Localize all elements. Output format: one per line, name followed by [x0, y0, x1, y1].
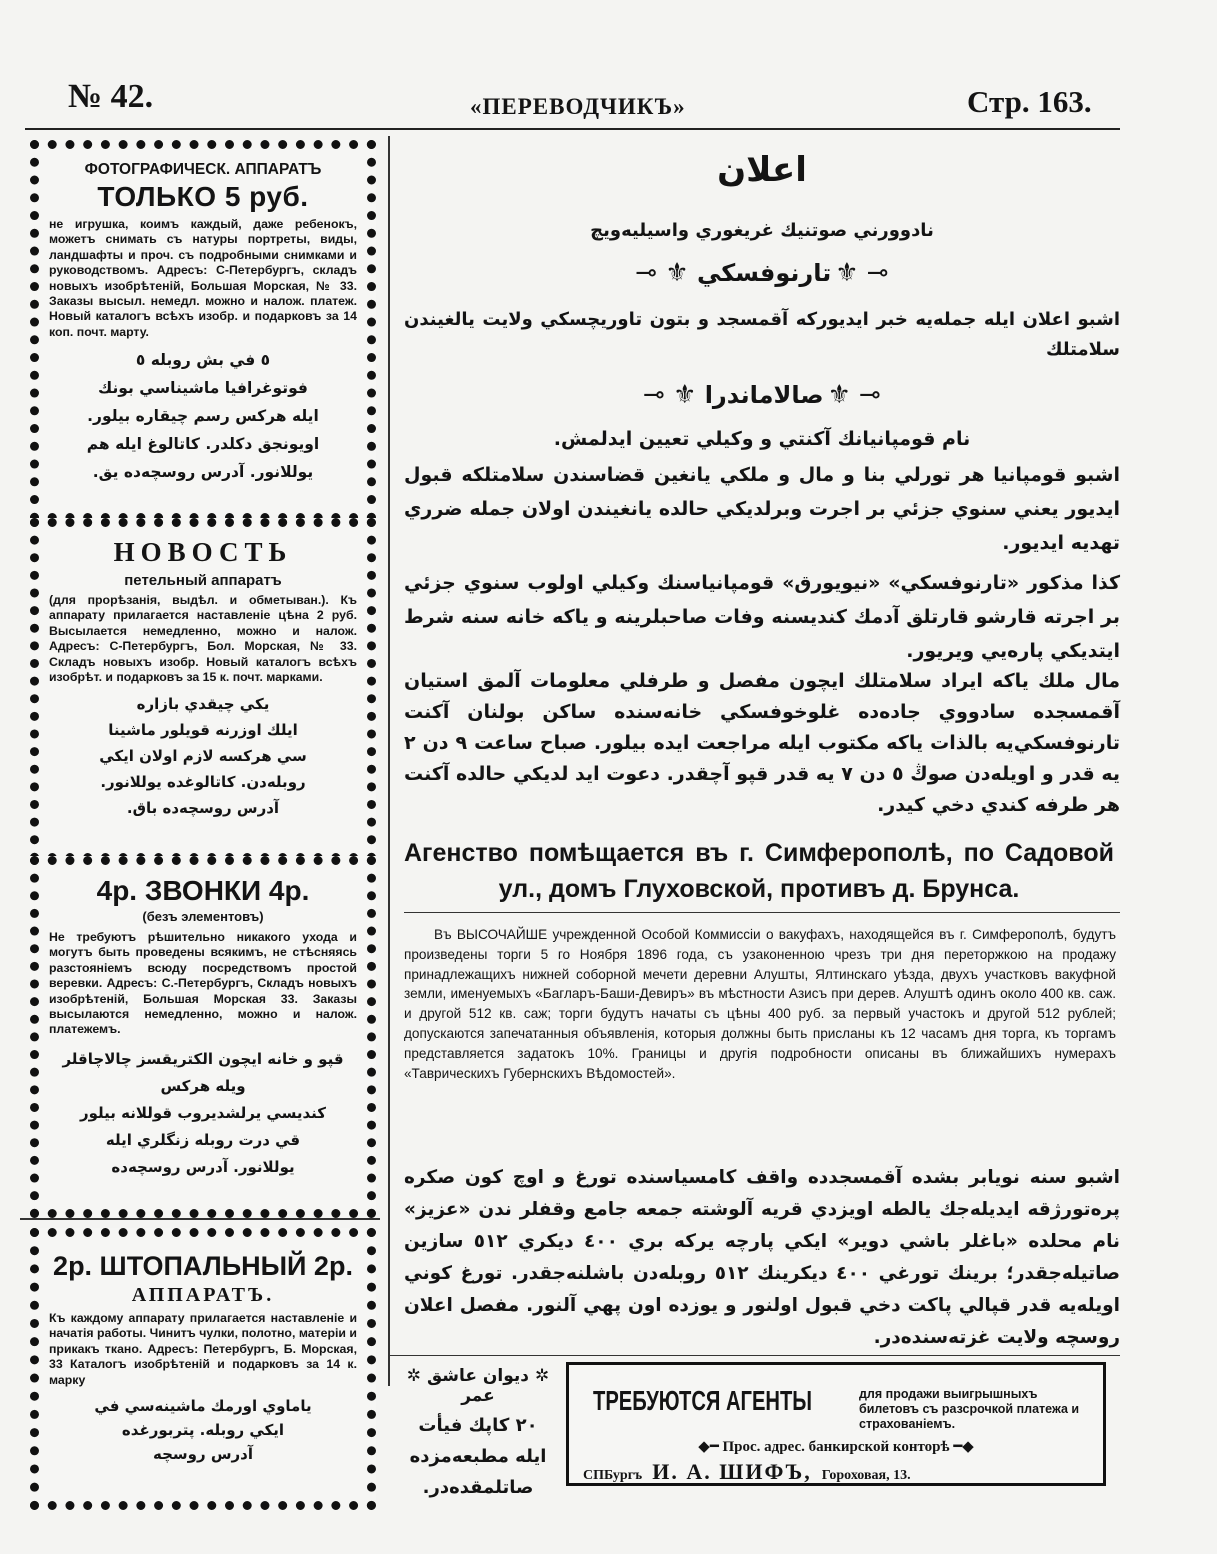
bells-ad-body: Не требуютъ рѣшительно никакого ухода и могутъ быть проведены всякимъ, не стѣсняясь разстояніемъ всюду посредствомъ простой веревки. Адресъ: С.-Петербургъ, Складъ новыхъ изобрѣтеній, Большая Морская 33. Заказы высылаются немедленно, можно и налож. платежемъ.: [49, 930, 357, 1037]
novelty-ad-body: (для прорѣзанія, выдѣл. и обметыван.). Къ аппарату прилагается наставленіе цѣна 2 руб. Высылается немедленно, можно и налож. Адресъ: С-Петербургъ, Бол. Морская, № 33. Складъ новыхъ изобр. Новый каталогъ всѣхъ изобрѣт. и подарковъ за 15 к. почт. марками.: [49, 593, 357, 685]
darning-ad-body: Къ каждому аппарату прилагается наставленіе и начатія работы. Чинитъ чулки, полотно, матеріи и прикакъ ткано. Адресъ: Петербургъ, Б. Морская, 33 Каталогъ изобрѣтеній и подарковъ за 14 к. марку: [49, 1311, 357, 1387]
bells-ad: [30, 856, 376, 1218]
bells-ad-subtitle: (безъ элементовъ): [142, 909, 264, 924]
notice-line-1: نادوورني صوتنيك غريغوري واسيليه‌ويچ: [590, 220, 934, 241]
section-rule: [390, 1355, 1120, 1356]
agent-name: تارنوفسكي: [696, 259, 832, 287]
camera-ad-heading: ФОТОГРАФИЧЕСК. АППАРАТЪ: [84, 161, 322, 178]
darning-ad: [30, 1228, 376, 1510]
divan-ad: [398, 1366, 558, 1503]
camera-ad: [30, 140, 376, 522]
ornament-icon: ⚜ ⊸: [827, 380, 881, 410]
column-rule: [20, 1218, 380, 1220]
notice-para-2: كذا مذكور «تارنوفسكي» «نيويورق» قومپانياسنك وكيلي اولوب سنوي جزئي بر اجرته قارشو قارتلق آدمك كنديسنه وفات صاحبلرينه و ياكه خانه سنه شرط ايتديكي پاره‌يي ويريور.: [404, 572, 1120, 662]
divan-author: عمر: [461, 1386, 495, 1406]
divan-body: ٢٠ كاپك فيأت ايله مطبعه‌مزده صاتلمقده‌در.: [409, 1415, 547, 1498]
agents-address-line: Прос. адрес. банкирской конторѣ: [722, 1439, 950, 1455]
notice-line-3: نام قومپانيانك آكنتي و وكيلي تعيين ايدلمش.: [553, 428, 971, 450]
ornament-icon: ⊸ ⚜: [635, 258, 697, 288]
agents-wanted-ad: [566, 1362, 1106, 1486]
divan-title: ديوان عاشق: [426, 1366, 530, 1386]
issue-number: № 42.: [68, 78, 154, 115]
diamond-icon: ◆━: [698, 1439, 723, 1455]
company-name: صالاماندرا: [704, 381, 824, 409]
name-banner-2: [404, 380, 1120, 410]
novelty-ad-arabic: يكي چيقدي بازاره ايلك اوزرنه قويلور ماشينا سي هركسه لازم اولان ايكي روبله‌دن. كاتالوغده يوللانور. آدرس روسچه‌ده باق.: [99, 695, 307, 818]
ornament-icon: ⚜ ⊸: [835, 258, 889, 288]
star-icon: ✲: [406, 1366, 427, 1386]
darning-ad-subtitle: АППАРАТЪ.: [131, 1284, 275, 1306]
page-number: Стр. 163.: [967, 84, 1092, 119]
novelty-ad-heading: НОВОСТЬ: [113, 537, 293, 567]
agency-address: Агенство помѣщается въ г. Симферополѣ, по Садовой ул., домъ Глуховской, противъ д. Брунса.: [404, 839, 1114, 903]
commission-notice: Въ ВЫСОЧАЙШЕ учрежденной Особой Коммиссіи о вакуфахъ, находящейся въ г. Симферополѣ, будутъ произведены торги 5 го Ноября 1896 года, съ узаконенною чрезъ три дня переторжкою на продажу принадлежащихъ нижней соборной мечети деревни Алушты, Ялтинскаго уѣзда, двухъ участковъ вакуфной земли, именуемыхъ «Багларъ-Баши-Девиръ» въ мѣстности Азисъ при дерев. Алуштѣ одинъ около 400 кв. саж. и другой 512 кв. саж; торги будутъ начаты съ цѣны 400 руб. за первый участокъ и другой 512 рублей; допускаются запечатанныя объявленія, которыя должны быть присланы къ 12 часамъ дня торга, къ торгамъ представляется задатокъ 10%. Границы и другія подробности описаны въ ближайшихъ нумерахъ «Таврическихъ Губернскихъ Вѣдомостей».: [404, 927, 1116, 1081]
header-rule: [25, 128, 1120, 130]
notice-line-2: اشبو اعلان ايله جمله‌يه خبر ايديورکه آقمسجد و بتون تاوريچسكي ولايت يالغيندن سلامتلك: [404, 309, 1120, 360]
agents-side: для продажи выигрышныхъ билетовъ съ разсрочкой платежа и страхованіемъ.: [859, 1387, 1080, 1431]
novelty-ad-subtitle: петельный аппаратъ: [124, 572, 282, 589]
star-icon: ✲: [529, 1366, 550, 1386]
camera-ad-price: ТОЛЬКО 5 руб.: [97, 181, 309, 212]
name-banner-1: [404, 258, 1120, 288]
notice-para-4: اشبو سنه نويابر بشده آقمسجدده واقف كامسياسنده تورغ و اوچ كون صكره پره‌تورژقه ايديله‌جك يالطه اويزدي قريه آلوشته جمعه جامع وقفلر ندن «عزيز» نام محلده «باغلر باشي دوير» ايكي پارچه يركه بري ٤٠٠ ديكري ٥١٢ سازين صاتيله‌جقدر؛ برينك تورغي ٤٠٠ ديكرينك ٥١٢ روبله‌دن باشلنه‌جقدر. تورغ كوني اويله‌يه قدر قپالي پاكت دخي قبول اولنور و يوزده اون پهي آلنور. مفصل اعلان روسچه ولايت غزته‌سنده‌در.: [404, 1167, 1120, 1348]
newspaper-title: «ПЕРЕВОДЧИКЪ»: [470, 94, 686, 119]
section-rule: [404, 912, 1120, 913]
ilan-heading: اعلان: [717, 150, 807, 190]
notice-para-3: مال ملك ياكه ايراد سلامتلك ايچون مفصل و طرفلي معلومات آلمق استيان آقمسجده سادووي جاده‌ده غلوخوفسكي خانه‌سنده ساكن بولنان آكنت تارنوفسكي‌يه بالذات ياكه مكتوب ايله مراجعت ايده بيلور. صباح ساعت ٩ دن ٢ يه قدر و اويله‌دن صوڭ ٥ دن ٧ يه قدر قپو آچقدر. دعوت ايد لديكي حالده آكنت هر طرفه كندي دخي كيدر.: [404, 670, 1120, 816]
darning-ad-heading: 2р. ШТОПАЛЬНЫЙ 2р.: [53, 1251, 353, 1281]
camera-ad-arabic: ٥ في بش روبله ٥ فوتوغرافيا ماشيناسي بونك ايله هركس رسم چيقاره بيلور. اويونجق دكلدر. كاتالوغ ايله هم يوللانور. آدرس روسچه‌ده يق.: [86, 351, 320, 482]
notice-para-1: اشبو قومپانيا هر تورلي بنا و مال و ملكي يانغين قضاسندن سلامتلكه قبول ايديور يعني سنوي جزئي بر اجرت وبرلديكي حالده يانغيندن اولان جمله ضرري تهديه ايديور.: [404, 464, 1120, 554]
agents-title: ТРЕБУЮТСЯ АГЕНТЫ: [593, 1385, 813, 1416]
column-divider: [388, 136, 390, 1386]
bells-ad-arabic: قپو و خانه ايچون الكتريقسز چالاچاقلر ويله هركس كنديسي يرلشديروب قوللانه بيلور قي درت روبله زنگلري ايله يوللانور. آدرس روسچه‌ده: [62, 1049, 344, 1176]
darning-ad-arabic: ياماوي اورمك ماشينه‌سي في ايكي روبله. پتربورغده آدرس روسچه: [94, 1397, 312, 1464]
agents-name: И. А. ШИФЪ,: [652, 1459, 812, 1484]
agents-city: СПБургъ: [583, 1468, 643, 1483]
bells-ad-heading: 4р. ЗВОНКИ 4р.: [96, 875, 310, 906]
diamond-icon: ━◆: [949, 1439, 974, 1455]
agents-street: Гороховая, 13.: [821, 1468, 911, 1483]
ornament-icon: ⊸ ⚜: [643, 380, 705, 410]
novelty-ad: [30, 518, 376, 862]
camera-ad-body: не игрушка, коимъ каждый, даже ребенокъ, можетъ снимать съ натуры портреты, виды, ландшафты и проч. съ подробными снимками и руководствомъ. Адресъ: С-Петербургъ, складъ новыхъ изобрѣтеній, Большая Морская, № 33. Заказы высыл. немедл. можно и налож. платеж. Новый каталогъ всѣхъ изобр. и подарковъ за 14 коп. почт. марту.: [49, 217, 357, 339]
